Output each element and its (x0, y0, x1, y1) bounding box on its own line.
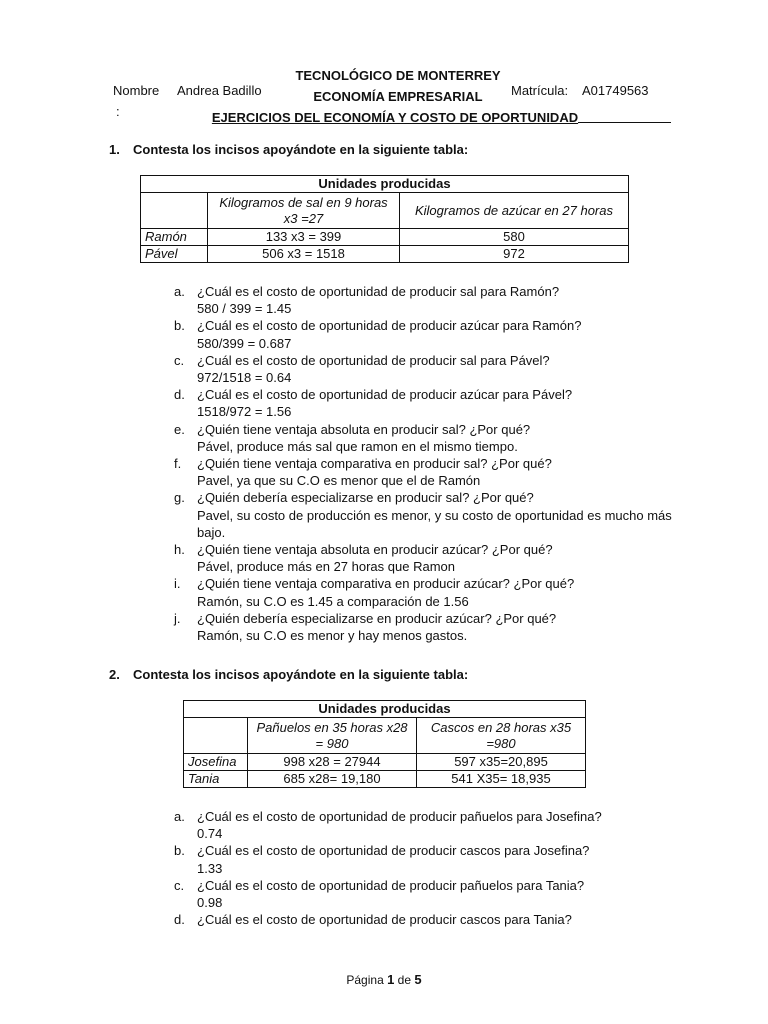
answer-text: Ramón, su C.O es 1.45 a comparación de 1.56 (197, 593, 469, 609)
answer-text: 580 / 399 = 1.45 (197, 301, 292, 317)
table2-title: Unidades producidas (184, 701, 586, 718)
table2-empty-header (184, 718, 248, 754)
question-item (174, 421, 672, 438)
question-text: ¿Cuál es el costo de oportunidad de producir azúcar para Ramón? (197, 318, 582, 334)
table2-cell: 541 X35= 18,935 (417, 771, 586, 788)
nombre-colon: : (116, 104, 120, 119)
question-letter: d. (174, 912, 185, 928)
pagina-label: Página (346, 973, 384, 987)
question-item (174, 610, 672, 627)
answer-text: 1.33 (197, 860, 223, 876)
question-text: ¿Cuál es el costo de oportunidad de producir cascos para Josefina? (197, 843, 590, 859)
answer-text: 1518/972 = 1.56 (197, 404, 292, 420)
matricula-value: A01749563 (582, 83, 649, 98)
answer-text: Pavel, su costo de producción es menor, y su costo de oportunidad es mucho más (197, 507, 672, 523)
question-letter: c. (174, 352, 185, 368)
section2-instruction: Contesta los incisos apoyándote en la siguiente tabla: (133, 667, 469, 682)
question-item (174, 317, 672, 334)
answer-text: 0.74 (197, 826, 223, 842)
worksheet-title: EJERCICIOS DEL ECONOMÍA Y COSTO DE OPORTUNIDAD (211, 110, 579, 125)
question-text: ¿Cuál es el costo de oportunidad de producir azúcar para Pável? (197, 387, 573, 403)
question-item (174, 575, 672, 592)
production-table-1 (140, 175, 629, 263)
table1-title: Unidades producidas (141, 176, 629, 193)
answer-text: 580/399 = 0.687 (197, 335, 292, 351)
header-underline (578, 122, 671, 123)
table1-cell: 133 x3 = 399 (208, 229, 400, 246)
matricula-label: Matrícula: (511, 83, 569, 98)
de-label: de (397, 973, 412, 987)
table2-cell: 998 x28 = 27944 (248, 754, 417, 771)
question-letter: a. (174, 809, 185, 824)
question-letter: f. (174, 456, 182, 472)
table1-cell: 580 (400, 229, 629, 246)
question-item (174, 283, 672, 300)
table2-row-name: Josefina (184, 754, 248, 771)
question-text: ¿Cuál es el costo de oportunidad de producir pañuelos para Tania? (197, 877, 585, 893)
table1-row-name: Ramón (141, 229, 208, 246)
question-letter: d. (174, 387, 185, 403)
table1-cell: 506 x3 = 1518 (208, 246, 400, 263)
answer-text-continued: bajo. (197, 524, 226, 540)
question-text: ¿Quién debería especializarse en producir sal? ¿Por qué? (197, 490, 534, 506)
question-letter: g. (174, 490, 185, 506)
question-letter: h. (174, 542, 185, 558)
table1-cell: 972 (400, 246, 629, 263)
table2-col-panuelos: Pañuelos en 35 horas x28 = 980 (248, 718, 417, 754)
question-letter: e. (174, 421, 185, 437)
question-letter: a. (174, 284, 185, 299)
question-text: ¿Cuál es el costo de oportunidad de producir sal para Pável? (197, 352, 550, 368)
question-item (174, 541, 672, 558)
question-text: ¿Quién tiene ventaja comparativa en producir azúcar? ¿Por qué? (197, 576, 575, 592)
question-text: ¿Quién tiene ventaja comparativa en producir sal? ¿Por qué? (197, 456, 552, 472)
nombre-value: Andrea Badillo (177, 83, 262, 98)
question-letter: b. (174, 843, 185, 859)
question-text: ¿Quién debería especializarse en producir azúcar? ¿Por qué? (197, 610, 557, 626)
question-item (174, 489, 672, 506)
question-item (174, 842, 602, 859)
course-name: ECONOMÍA EMPRESARIAL (313, 89, 483, 104)
table2-cell: 685 x28= 19,180 (248, 771, 417, 788)
question-text: ¿Cuál es el costo de oportunidad de producir pañuelos para Josefina? (197, 809, 602, 824)
question-letter: i. (174, 576, 181, 592)
nombre-label: Nombre (113, 83, 160, 98)
section2-number: 2. (109, 667, 120, 682)
question-item (174, 808, 602, 825)
question-item (174, 386, 672, 403)
table2-cell: 597 x35=20,895 (417, 754, 586, 771)
section1-instruction: Contesta los incisos apoyándote en la siguiente tabla: (133, 142, 469, 157)
question-letter: b. (174, 318, 185, 334)
answer-text: Pavel, ya que su C.O es menor que el de Ramón (197, 473, 481, 489)
answer-text: Pável, produce más sal que ramon en el mismo tiempo. (197, 438, 518, 454)
table2-col-cascos: Cascos en 28 horas x35 =980 (417, 718, 586, 754)
production-table-2 (183, 700, 586, 788)
answer-text: 972/1518 = 0.64 (197, 370, 292, 386)
table1-empty-header (141, 193, 208, 229)
page-footer (0, 972, 768, 987)
total-pages: 5 (414, 972, 422, 987)
question-text: ¿Quién tiene ventaja absoluta en producir sal? ¿Por qué? (197, 421, 531, 437)
page-number: 1 (387, 972, 395, 987)
answer-text: Ramón, su C.O es menor y hay menos gastos. (197, 628, 468, 644)
question-item (174, 352, 672, 369)
question-item (174, 911, 602, 928)
table1-col-azucar: Kilogramos de azúcar en 27 horas (400, 193, 629, 229)
section1-number: 1. (109, 142, 120, 157)
school-name: TECNOLÓGICO DE MONTERREY (295, 68, 501, 83)
answer-text: Pável, produce más en 27 horas que Ramon (197, 559, 455, 575)
question-letter: c. (174, 877, 185, 893)
answer-text: 0.98 (197, 895, 223, 911)
table2-row-name: Tania (184, 771, 248, 788)
section1-questions (174, 283, 672, 644)
table1-col-sal: Kilogramos de sal en 9 horas x3 =27 (208, 193, 400, 229)
question-item (174, 455, 672, 472)
table1-row-name: Pável (141, 246, 208, 263)
question-letter: j. (174, 610, 181, 626)
question-item (174, 877, 602, 894)
question-text: ¿Quién tiene ventaja absoluta en producir azúcar? ¿Por qué? (197, 542, 553, 558)
section2-questions (174, 808, 602, 928)
question-text: ¿Cuál es el costo de oportunidad de producir sal para Ramón? (197, 284, 560, 299)
question-text: ¿Cuál es el costo de oportunidad de producir cascos para Tania? (197, 912, 572, 928)
